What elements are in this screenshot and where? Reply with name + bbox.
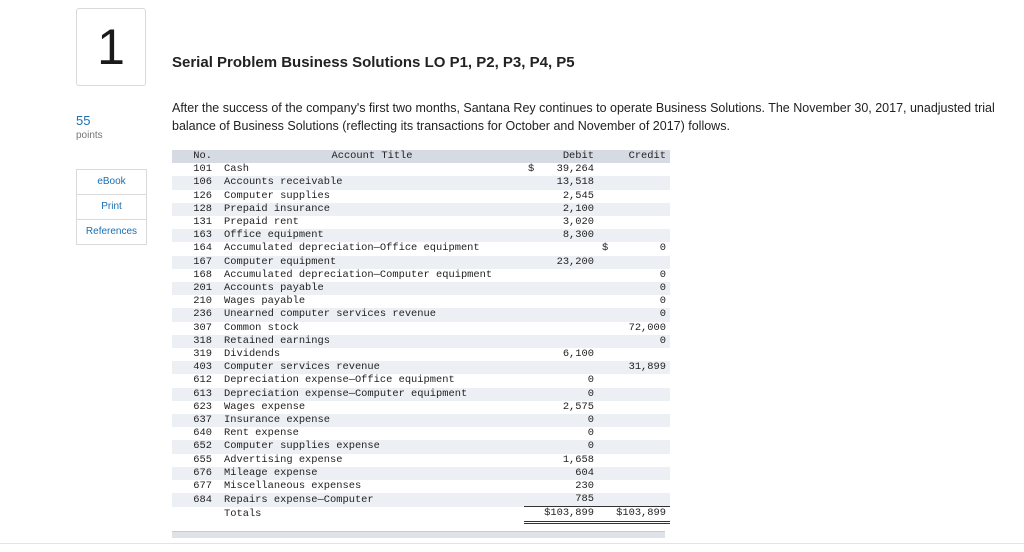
- divider: [0, 543, 1024, 544]
- debit-value: 785: [575, 493, 594, 506]
- account-title: Prepaid rent: [220, 216, 524, 229]
- account-title: Depreciation expense—Computer equipment: [220, 388, 524, 401]
- credit-cell: [598, 269, 670, 282]
- table-row: [172, 308, 670, 321]
- table-row: [172, 414, 670, 427]
- debit-value: 0: [587, 427, 594, 440]
- debit-cell: [524, 427, 598, 440]
- account-title: Rent expense: [220, 427, 524, 440]
- debit-cell: [524, 480, 598, 493]
- debit-value: 0: [587, 374, 594, 387]
- debit-value: 230: [575, 480, 594, 493]
- account-number: 101: [172, 163, 220, 176]
- account-number: 652: [172, 440, 220, 453]
- debit-cell: [524, 203, 598, 216]
- account-number: 168: [172, 269, 220, 282]
- credit-cell: [598, 203, 670, 216]
- table-row: [172, 295, 670, 308]
- table-row: [172, 440, 670, 453]
- debit-cell: [524, 176, 598, 189]
- table-row: [172, 388, 670, 401]
- credit-cell: [598, 493, 670, 507]
- table-row: [172, 427, 670, 440]
- account-title: Advertising expense: [220, 454, 524, 467]
- account-number: 126: [172, 190, 220, 203]
- credit-cell: [598, 401, 670, 414]
- table-row: [172, 335, 670, 348]
- debit-value: 8,300: [562, 229, 594, 242]
- credit-value: 0: [659, 282, 666, 295]
- debit-cell: [524, 295, 598, 308]
- table-row: [172, 361, 670, 374]
- debit-value: 6,100: [562, 348, 594, 361]
- table-row: [172, 454, 670, 467]
- credit-cell: [598, 454, 670, 467]
- table-row: [172, 216, 670, 229]
- ebook-link[interactable]: eBook: [77, 170, 146, 195]
- account-title: Accounts receivable: [220, 176, 524, 189]
- debit-cell: [524, 493, 598, 507]
- account-number: 201: [172, 282, 220, 295]
- account-title: Depreciation expense—Office equipment: [220, 374, 524, 387]
- debit-cell: [524, 242, 598, 255]
- table-row: [172, 269, 670, 282]
- credit-cell: [598, 335, 670, 348]
- debit-value: 0: [587, 414, 594, 427]
- credit-cell: [598, 467, 670, 480]
- table-row: [172, 256, 670, 269]
- account-number: 128: [172, 203, 220, 216]
- account-number: 319: [172, 348, 220, 361]
- account-number: 318: [172, 335, 220, 348]
- account-number: 164: [172, 242, 220, 255]
- debit-value: 0: [587, 440, 594, 453]
- table-row: [172, 229, 670, 242]
- table-row: [172, 480, 670, 493]
- credit-cell: [598, 374, 670, 387]
- account-title: Office equipment: [220, 229, 524, 242]
- credit-cell: [598, 163, 670, 176]
- debit-cell: [524, 388, 598, 401]
- table-row: [172, 467, 670, 480]
- account-number: 167: [172, 256, 220, 269]
- credit-value: 0: [659, 268, 666, 281]
- debit-value: 13,518: [556, 176, 594, 189]
- points-value: 55: [76, 113, 91, 128]
- account-number: 106: [172, 176, 220, 189]
- table-row: [172, 348, 670, 361]
- account-number: 613: [172, 388, 220, 401]
- table-row: [172, 374, 670, 387]
- credit-value: 0: [659, 308, 666, 321]
- debit-cell: [524, 163, 598, 176]
- debit-cell: [524, 454, 598, 467]
- credit-cell: [598, 229, 670, 242]
- resource-links: [76, 169, 147, 245]
- horizontal-scrollbar[interactable]: [172, 531, 665, 538]
- credit-cell: [598, 322, 670, 335]
- account-title: Miscellaneous expenses: [220, 480, 524, 493]
- debit-value: 39,264: [556, 163, 594, 176]
- debit-cell: [524, 256, 598, 269]
- problem-intro: After the success of the company's first two months, Santana Rey continues to operate Business Solutions. The November 30, 2017, unadjusted trial balance of Business Solutions (reflecting its transactions for October and November of 2017) follows.: [172, 101, 995, 133]
- account-number: 623: [172, 401, 220, 414]
- account-number: 637: [172, 414, 220, 427]
- debit-cell: [524, 374, 598, 387]
- header-no: No.: [172, 150, 220, 163]
- table-row: [172, 163, 670, 176]
- table-row: [172, 493, 670, 507]
- credit-value: 31,899: [628, 361, 666, 374]
- credit-cell: [598, 348, 670, 361]
- references-link[interactable]: References: [85, 226, 138, 237]
- account-title: Wages payable: [220, 295, 524, 308]
- totals-credit: $103,899: [598, 507, 670, 522]
- account-number: 236: [172, 308, 220, 321]
- debit-value: 23,200: [556, 255, 594, 268]
- account-title: Common stock: [220, 322, 524, 335]
- account-title: Cash: [220, 163, 524, 176]
- account-title: Retained earnings: [220, 335, 524, 348]
- account-title: Computer supplies: [220, 190, 524, 203]
- credit-prefix: $: [602, 242, 609, 255]
- credit-value: 0: [659, 242, 666, 255]
- account-title: Computer supplies expense: [220, 440, 524, 453]
- debit-value: 2,545: [562, 189, 594, 202]
- debit-cell: [524, 282, 598, 295]
- account-title: Insurance expense: [220, 414, 524, 427]
- table-row: [172, 203, 670, 216]
- debit-cell: [524, 190, 598, 203]
- table-row: [172, 322, 670, 335]
- account-number: 163: [172, 229, 220, 242]
- header-account-title: Account Title: [220, 150, 524, 163]
- table-row: [172, 401, 670, 414]
- credit-cell: [598, 414, 670, 427]
- debit-value: 2,100: [562, 202, 594, 215]
- table-row: [172, 176, 670, 189]
- totals-row: [172, 507, 670, 522]
- account-title: Dividends: [220, 348, 524, 361]
- debit-value: 2,575: [562, 400, 594, 413]
- account-title: Prepaid insurance: [220, 203, 524, 216]
- totals-label: Totals: [220, 507, 524, 522]
- account-title: Wages expense: [220, 401, 524, 414]
- account-title: Unearned computer services revenue: [220, 308, 524, 321]
- debit-cell: [524, 322, 598, 335]
- credit-cell: [598, 190, 670, 203]
- credit-value: 72,000: [628, 321, 666, 334]
- credit-cell: [598, 282, 670, 295]
- credit-cell: [598, 440, 670, 453]
- table-row: [172, 282, 670, 295]
- account-number: 640: [172, 427, 220, 440]
- debit-cell: [524, 335, 598, 348]
- credit-cell: [598, 216, 670, 229]
- debit-cell: [524, 467, 598, 480]
- debit-cell: [524, 348, 598, 361]
- account-number: 612: [172, 374, 220, 387]
- account-title: Mileage expense: [220, 467, 524, 480]
- question-number: 1: [76, 8, 146, 86]
- debit-prefix: $: [528, 163, 535, 176]
- debit-value: 3,020: [562, 216, 594, 229]
- points-label: points: [76, 130, 103, 141]
- print-link[interactable]: Print: [77, 195, 146, 220]
- credit-cell: [598, 295, 670, 308]
- credit-cell: [598, 480, 670, 493]
- credit-value: 0: [659, 295, 666, 308]
- table-header-row: [172, 150, 670, 163]
- totals-no: [172, 507, 220, 522]
- header-debit: Debit: [524, 150, 598, 163]
- debit-value: 1,658: [562, 453, 594, 466]
- account-title: Accumulated depreciation—Computer equipment: [220, 269, 524, 282]
- table-row: [172, 190, 670, 203]
- account-title: Accumulated depreciation—Office equipment: [220, 242, 524, 255]
- totals-debit: $103,899: [524, 507, 598, 522]
- debit-cell: [524, 308, 598, 321]
- debit-cell: [524, 229, 598, 242]
- credit-cell: [598, 427, 670, 440]
- account-title: Computer services revenue: [220, 361, 524, 374]
- debit-cell: [524, 440, 598, 453]
- account-number: 307: [172, 322, 220, 335]
- points-block: [76, 113, 146, 141]
- account-number: 684: [172, 493, 220, 507]
- account-number: 210: [172, 295, 220, 308]
- account-title: Accounts payable: [220, 282, 524, 295]
- debit-cell: [524, 361, 598, 374]
- credit-cell: [598, 242, 670, 255]
- debit-cell: [524, 269, 598, 282]
- problem-title: Serial Problem Business Solutions LO P1, P2, P3, P4, P5: [172, 54, 575, 71]
- credit-cell: [598, 256, 670, 269]
- debit-value: 604: [575, 466, 594, 479]
- debit-cell: [524, 216, 598, 229]
- account-number: 655: [172, 454, 220, 467]
- account-title: Repairs expense—Computer: [220, 493, 524, 507]
- table-row: [172, 242, 670, 255]
- credit-cell: [598, 388, 670, 401]
- account-number: 403: [172, 361, 220, 374]
- credit-value: 0: [659, 334, 666, 347]
- account-number: 131: [172, 216, 220, 229]
- debit-cell: [524, 401, 598, 414]
- trial-balance-table: [172, 150, 670, 524]
- credit-cell: [598, 361, 670, 374]
- header-credit: Credit: [598, 150, 670, 163]
- account-title: Computer equipment: [220, 256, 524, 269]
- account-number: 676: [172, 467, 220, 480]
- account-number: 677: [172, 480, 220, 493]
- debit-cell: [524, 414, 598, 427]
- credit-cell: [598, 308, 670, 321]
- credit-cell: [598, 176, 670, 189]
- debit-value: 0: [587, 387, 594, 400]
